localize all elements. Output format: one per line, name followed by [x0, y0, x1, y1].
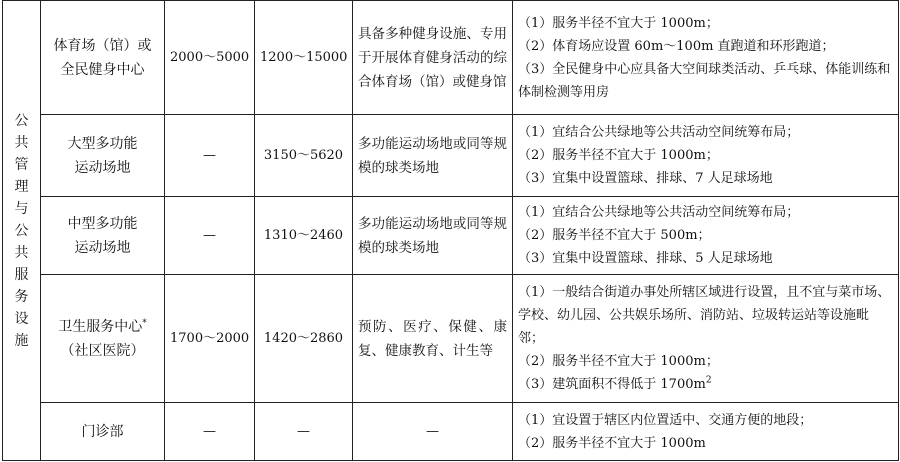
requirement-item: （3）宜集中设置篮球、排球、7 人足球场地 [518, 171, 773, 186]
facility-name: 体育场（馆）或 [53, 37, 152, 54]
requirement-item: （1）一般结合街道办事处所辖区域进行设置，且不宜与菜市场、学校、幼儿园、公共娱乐场所、消防站、垃圾转运站等设施毗邻； [518, 285, 891, 346]
category-label: 公共管理与公共服务设施 [14, 112, 29, 349]
range-cell: 1420～2860 [255, 275, 353, 403]
table-row [3, 1, 899, 115]
requirements-cell [513, 275, 899, 403]
facility-name: 门诊部 [81, 423, 124, 440]
requirements-cell [513, 115, 899, 197]
requirements-cell [513, 403, 899, 461]
facility-name: （社区医院） [60, 342, 145, 359]
facility-name: 运动场地 [74, 239, 131, 256]
range-cell: — [165, 403, 255, 461]
table-row [3, 197, 899, 275]
range-cell: 1700～2000 [165, 275, 255, 403]
table-row [3, 275, 899, 403]
content-cell: 具备多种健身设施、专用于开展体育健身活动的综合体育场（馆）或健身馆 [353, 1, 513, 115]
category-cell [3, 1, 41, 461]
facility-name-cell [41, 115, 165, 197]
table-row [3, 115, 899, 197]
facility-name-cell [41, 1, 165, 115]
requirements-cell [513, 1, 899, 115]
requirement-item: （1）宜设置于辖区内位置适中、交通方便的地段； [518, 412, 813, 428]
facility-name-cell [41, 275, 165, 403]
requirement-item: （1）服务半径不宜大于 1000m； [518, 15, 719, 31]
requirement-item: （2）服务半径不宜大于 1000m； [518, 148, 719, 163]
range-cell: 2000～5000 [165, 1, 255, 115]
footnote-mark: * [142, 317, 147, 328]
facility-name-cell [41, 403, 165, 461]
table-row [3, 403, 899, 461]
content-cell: 预防、医疗、保健、康复、健康教育、计生等 [353, 275, 513, 403]
requirement-item: （1）宜结合公共绿地等公共活动空间统筹布局； [518, 125, 800, 140]
facility-name: 全民健身中心 [60, 61, 145, 78]
requirement-item: （2）体育场应设置 60m～100m 直跑道和环形跑道； [518, 38, 835, 54]
requirement-item: （2）服务半径不宜大于 1000m [518, 435, 706, 451]
facility-name: 中型多功能 [67, 215, 138, 232]
facility-spec-table [2, 0, 899, 461]
area-unit-exponent: 2 [705, 375, 712, 386]
range-cell: — [165, 115, 255, 197]
requirements-cell [513, 197, 899, 275]
range-cell: 1200～15000 [255, 1, 353, 115]
requirement-item: （2）服务半径不宜大于 1000m； [518, 354, 719, 369]
requirement-item: （1）宜结合公共绿地等公共活动空间统筹布局； [518, 205, 800, 220]
range-cell: 1310～2460 [255, 197, 353, 275]
range-cell: — [255, 403, 353, 461]
requirement-item: （3）全民健身中心应具备大空间球类活动、乒乓球、体能训练和体制检测等用房 [518, 61, 891, 100]
content-cell: 多功能运动场地或同等规模的球类场地 [353, 197, 513, 275]
requirement-item: （2）服务半径不宜大于 500m； [518, 228, 711, 243]
facility-name: 大型多功能 [67, 135, 138, 152]
facility-name-cell [41, 197, 165, 275]
range-cell: 3150～5620 [255, 115, 353, 197]
range-cell: — [165, 197, 255, 275]
facility-name: 卫生服务中心 [58, 318, 143, 335]
content-cell: — [353, 403, 513, 461]
facility-name: 运动场地 [74, 159, 131, 176]
requirement-item: （3）建筑面积不得低于 1700m [518, 377, 706, 392]
content-cell: 多功能运动场地或同等规模的球类场地 [353, 115, 513, 197]
requirement-item: （3）宜集中设置篮球、排球、5 人足球场地 [518, 251, 773, 266]
